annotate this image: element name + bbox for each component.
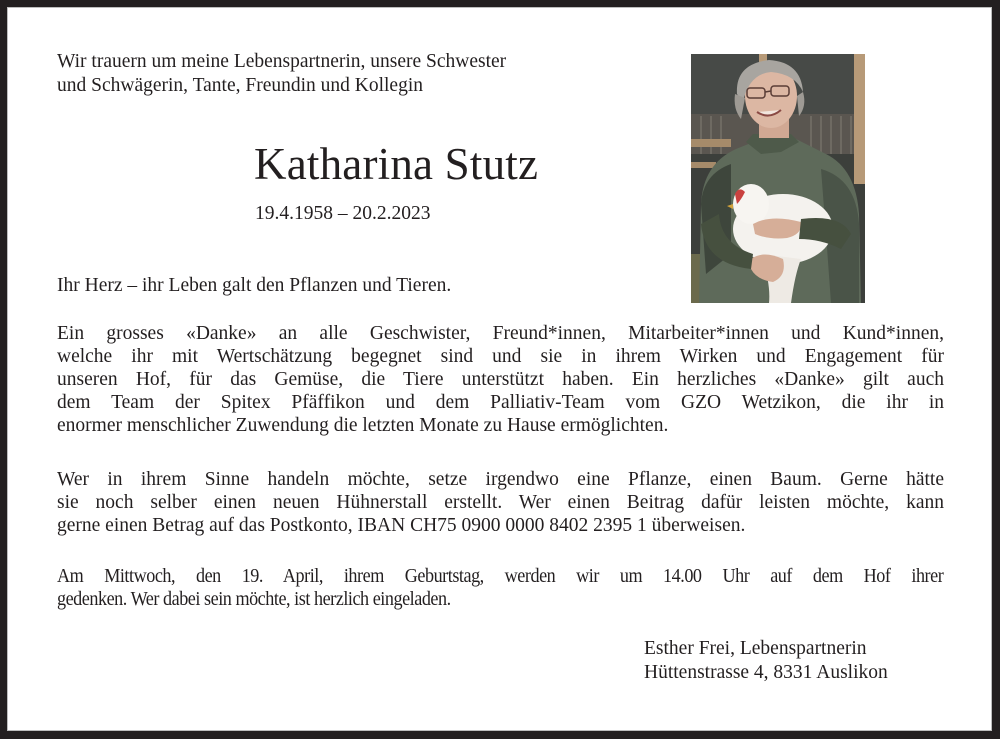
intro-text xyxy=(57,50,657,98)
life-dates: 19.4.1958 – 20.2.2023 xyxy=(255,203,431,224)
signature-block xyxy=(644,637,888,685)
donation-paragraph xyxy=(57,468,944,537)
donation-line: Wer in ihrem Sinne handeln möchte, setze irgendwo eine Pflanze, einen Baum. Gerne hätte xyxy=(57,469,944,490)
motto-text xyxy=(57,274,944,297)
obituary-notice xyxy=(7,7,992,731)
thanks-line: welche ihr mit Wertschätzung begegnet sind und sie in ihrem Wirken und Engagement für xyxy=(57,346,944,367)
memorial-event-paragraph xyxy=(57,565,944,611)
thanks-line: dem Team der Spitex Pfäffikon und dem Palliativ-Team vom GZO Wetzikon, die ihr in xyxy=(57,392,944,413)
event-line: gedenken. Wer dabei sein möchte, ist herzlich eingeladen. xyxy=(57,589,451,610)
thanks-line: enormer menschlicher Zuwendung die letzten Monate zu Hause ermöglichten. xyxy=(57,415,669,436)
thanks-paragraph xyxy=(57,322,944,437)
deceased-name: Katharina Stutz xyxy=(254,139,539,189)
intro-line: Wir trauern um meine Lebenspartnerin, unsere Schwester xyxy=(57,51,507,72)
donation-line: gerne einen Betrag auf das Postkonto, IBAN CH75 0900 0000 8402 2395 1 überweisen. xyxy=(57,515,746,536)
event-line: Am Mittwoch, den 19. April, ihrem Geburtstag, werden wir um 14.00 Uhr auf dem Hof ihrer xyxy=(57,566,944,587)
motto-line: Ihr Herz – ihr Leben galt den Pflanzen und Tieren. xyxy=(57,275,452,296)
thanks-line: unseren Hof, für das Gemüse, die Tiere unterstützt haben. Ein herzliches «Danke» gilt auch xyxy=(57,369,944,390)
signature-name: Esther Frei, Lebenspartnerin xyxy=(644,638,867,659)
portrait-image xyxy=(691,54,865,303)
signature-address: Hüttenstrasse 4, 8331 Auslikon xyxy=(644,662,888,683)
intro-line: und Schwägerin, Tante, Freundin und Kollegin xyxy=(57,75,424,96)
portrait-photo xyxy=(691,54,865,303)
thanks-line: Ein grosses «Danke» an alle Geschwister, Freund*innen, Mitarbeiter*innen und Kund*innen, xyxy=(57,323,944,344)
donation-line: sie noch selber einen neuen Hühnerstall erstellt. Wer einen Beitrag dafür leisten möchte, kann xyxy=(57,492,944,513)
